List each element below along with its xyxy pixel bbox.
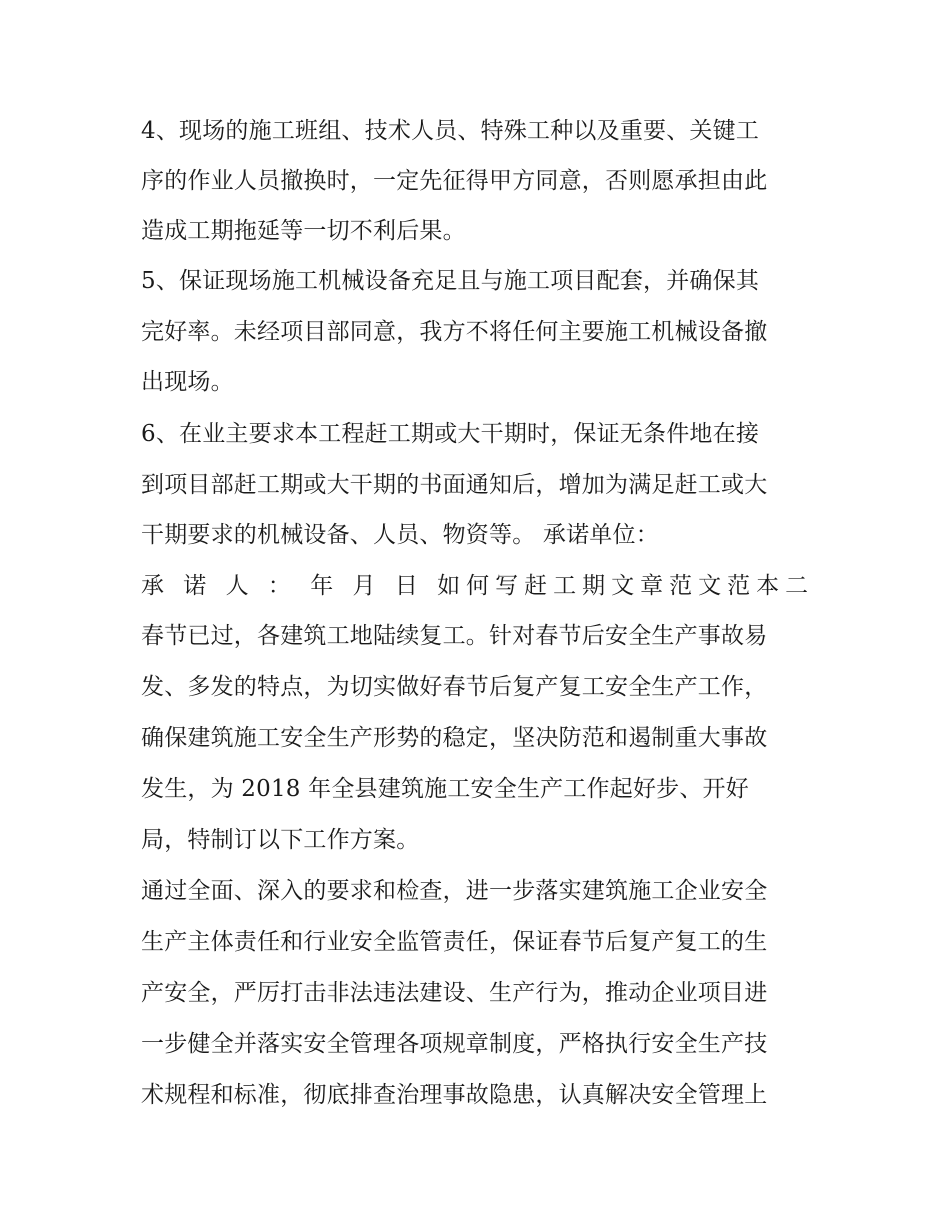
text-line: 发、多发的特点，为切实做好春节后复产复工安全生产工作， bbox=[141, 674, 768, 700]
text-line: 5、保证现场施工机械设备充足且与施工项目配套，并确保其 bbox=[141, 268, 760, 294]
text-line: 生产主体责任和行业安全监管责任，保证春节后复产复工的生 bbox=[141, 929, 768, 955]
text-line: 一步健全并落实安全管理各项规章制度，严格执行安全生产技 bbox=[141, 1031, 768, 1057]
text-line: 通过全面、深入的要求和检查，进一步落实建筑施工企业安全 bbox=[141, 878, 768, 904]
text-line: 春节已过，各建筑工地陆续复工。针对春节后安全生产事故易 bbox=[141, 623, 768, 649]
text-line: 确保建筑施工安全生产形势的稳定，坚决防范和遏制重大事故 bbox=[141, 725, 768, 751]
text-line: 造成工期拖延等一切不利后果。 bbox=[141, 218, 466, 244]
text-line: 出现场。 bbox=[141, 369, 234, 395]
text-line: 完好率。未经项目部同意，我方不将任何主要施工机械设备撤 bbox=[141, 319, 768, 345]
text-line: 干期要求的机械设备、人员、物资等。 承诺单位： bbox=[141, 522, 659, 548]
text-line: 6、在业主要求本工程赶工期或大干期时，保证无条件地在接 bbox=[141, 421, 760, 447]
text-line: 发生，为 2018 年全县建筑施工安全生产工作起好步、开好 bbox=[141, 776, 749, 802]
text-line: 产安全，严厉打击非法违法建设、生产行为，推动企业项目进 bbox=[141, 980, 768, 1006]
text-line: 序的作业人员撤换时，一定先征得甲方同意，否则愿承担由此 bbox=[141, 168, 768, 194]
text-line: 4、现场的施工班组、技术人员、特殊工种以及重要、关键工 bbox=[141, 118, 760, 144]
text-line: 局，特制订以下工作方案。 bbox=[141, 827, 420, 853]
text-line: 术规程和标准，彻底排查治理事故隐患，认真解决安全管理上 bbox=[141, 1082, 768, 1108]
text-line: 承 诺 人 ： 年 月 日 如何写赶工期文章范文范本二 bbox=[141, 573, 815, 599]
text-line: 到项目部赶工期或大干期的书面通知后，增加为满足赶工或大 bbox=[141, 472, 768, 498]
